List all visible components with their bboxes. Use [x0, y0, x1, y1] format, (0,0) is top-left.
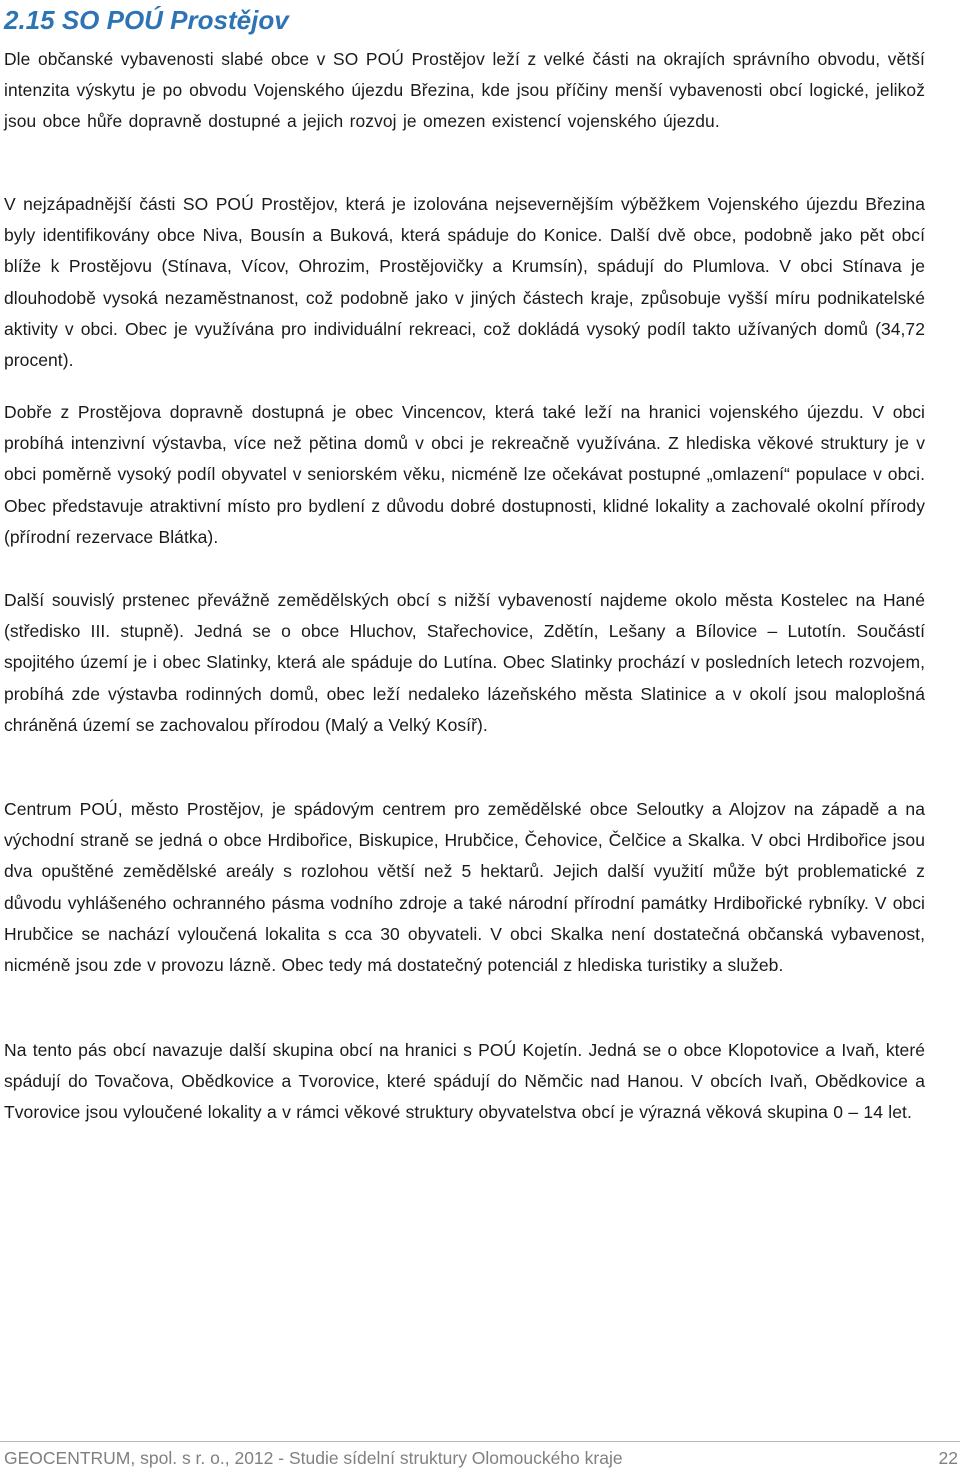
paragraph-kostelec-ring: Další souvislý prstenec převážně zemědělských obcí s nižší vybaveností najdeme okolo města Kostelec na Hané (středisko III. stupně). Jedná se o obce Hluchov, Stařechovice, Zdětín, Lešany a Bílovice – Lutotín. Součástí spojitého území je i obec Slatinky, která ale spáduje do Lutína. Obec Slatinky prochází v posledních letech rozvojem, probíhá zde výstavba rodinných domů, obec leží nedaleko lázeňského města Slatinice a v okolí jsou maloplošná chráněná území se zachovalou přírodou (Malý a Velký Kosíř).: [4, 590, 925, 735]
paragraph-intro: Dle občanské vybavenosti slabé obce v SO POÚ Prostějov leží z velké části na okrajích správního obvodu, větší intenzita výskytu je po obvodu Vojenského újezdu Březina, kde jsou příčiny menší vybavenosti obcí logické, jelikož jsou obce hůře dopravně dostupné a jejich rozvoj je omezen existencí vojenského újezdu.: [4, 49, 925, 132]
footer-text: GEOCENTRUM, spol. s r. o., 2012 - Studie sídelní struktury Olomouckého kraje: [4, 1448, 623, 1468]
section-heading: 2.15 SO POÚ Prostějov: [4, 5, 289, 35]
paragraph-prostejov-centre: Centrum POÚ, město Prostějov, je spádovým centrem pro zemědělské obce Seloutky a Alojzov na západě a na východní straně se jedná o obce Hrdibořice, Biskupice, Hrubčice, Čehovice, Čelčice a Skalka. V obci Hrdibořice jsou dva opuštěné zemědělské areály s rozlohou větší než 5 hektarů. Jejich další využití může být problematické z důvodu vyhlášeného ochranného pásma vodního zdroje a také národní přírodní památky Hrdibořické rybníky. V obci Hrubčice se nachází vyloučená lokalita s cca 30 obyvateli. V obci Skalka není dostatečná občanská vybavenost, nicméně jsou zde v provozu lázně. Obec tedy má dostatečný potenciál z hlediska turistiky a služeb.: [4, 799, 925, 976]
paragraph-western-part: V nejzápadnější části SO POÚ Prostějov, která je izolována nejsevernějším výběžkem Vojenského újezdu Březina byly identifikovány obce Niva, Bousín a Buková, která spáduje do Konice. Další dvě obce, podobně jako pět obcí blíže k Prostějovu (Stínava, Vícov, Ohrozim, Prostějovičky a Krumsín), spádují do Plumlova. V obci Stínava je dlouhodobě vysoká nezaměstnanost, což podobně jako v jiných částech kraje, způsobuje vyšší míru podnikatelské aktivity v obci. Obec je využívána pro individuální rekreaci, což dokládá vysoký podíl takto užívaných domů (34,72 procent).: [4, 194, 925, 371]
page-number: 22: [938, 1448, 958, 1468]
footer-divider: [0, 1441, 960, 1442]
paragraph-kojetin-border: Na tento pás obcí navazuje další skupina obcí na hranici s POÚ Kojetín. Jedná se o obce Klopotovice a Ivaň, které spádují do Tovačova, Obědkovice a Tvorovice, které spádují do Němčic nad Hanou. V obcích Ivaň, Obědkovice a Tvorovice jsou vyloučené lokality a v rámci věkové struktury obyvatelstva obcí je výrazná věková skupina 0 – 14 let.: [4, 1040, 925, 1123]
page-footer: [0, 1440, 960, 1471]
paragraph-vincencov: Dobře z Prostějova dopravně dostupná je obec Vincencov, která také leží na hranici vojenského újezdu. V obci probíhá intenzivní výstavba, více než pětina domů v obci je rekreačně využívána. Z hlediska věkové struktury je v obci poměrně vysoký podíl obyvatel v seniorském věku, nicméně lze očekávat postupné „omlazení“ populace v obci. Obec představuje atraktivní místo pro bydlení z důvodu dobré dostupnosti, klidné lokality a zachovalé okolní přírody (přírodní rezervace Blátka).: [4, 402, 925, 547]
